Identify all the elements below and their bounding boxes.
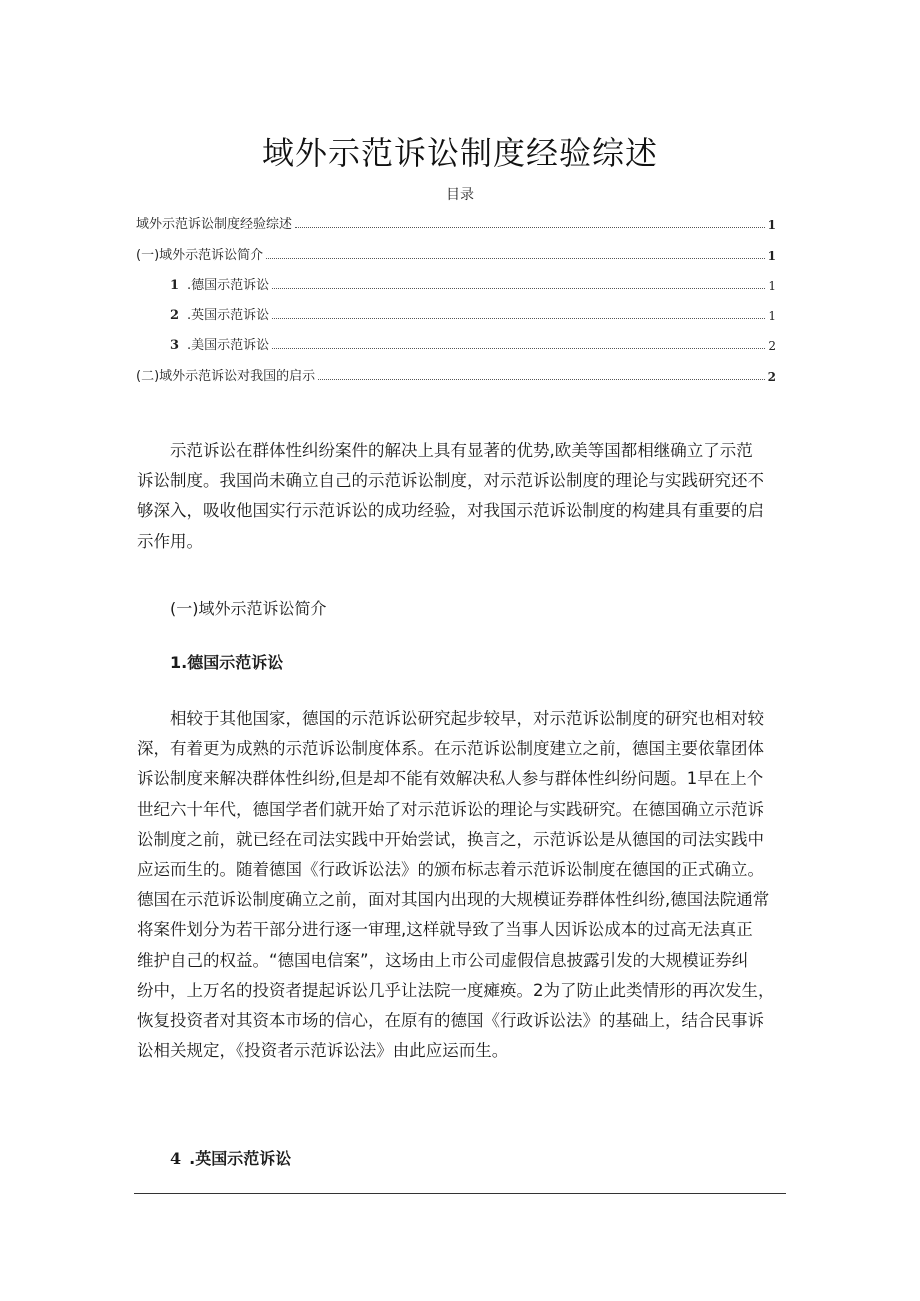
toc-leader-dots bbox=[272, 287, 765, 289]
paragraph-line: 讼制度之前，就已经在司法实践中开始尝试，换言之，示范诉讼是从德国的司法实践中 bbox=[137, 829, 764, 849]
paragraph-line: 够深入，吸收他国实行示范诉讼的成功经验，对我国示范诉讼制度的构建具有重要的启 bbox=[137, 501, 764, 521]
toc-entry-page: 1 bbox=[768, 309, 776, 323]
toc-entry[interactable] bbox=[136, 364, 776, 384]
paragraph-line: 纷中，上万名的投资者提起诉讼几乎让法院一度瘫痪。2为了防止此类情形的再次发生， bbox=[137, 980, 775, 1000]
paragraph-line: 相较于其他国家，德国的示范诉讼研究起步较早，对示范诉讼制度的研究也相对较 bbox=[170, 709, 764, 728]
toc-entry-label: (一)域外示范诉讼简介 bbox=[136, 248, 264, 263]
toc-leader-dots bbox=[266, 257, 764, 259]
toc-entry-label: .英国示范诉讼 bbox=[187, 308, 270, 323]
toc-entry[interactable] bbox=[170, 273, 776, 293]
subsection-heading bbox=[170, 1146, 291, 1169]
intro-paragraph bbox=[137, 436, 789, 557]
paragraph-line: 示作用。 bbox=[137, 531, 203, 551]
toc-leader-dots bbox=[295, 226, 765, 228]
toc-leader-dots bbox=[318, 378, 764, 380]
paragraph-line: 恢复投资者对其资本市场的信心，在原有的德国《行政诉讼法》的基础上，结合民事诉 bbox=[137, 1011, 764, 1031]
paragraph-line: 诉讼制度来解决群体性纠纷,但是却不能有效解决私人参与群体性纠纷问题。1早在上个 bbox=[137, 769, 764, 789]
toc-entry-label: 域外示范诉讼制度经验综述 bbox=[136, 217, 293, 232]
document-title: 域外示范诉讼制度经验综述 bbox=[261, 134, 658, 172]
subsection-heading: 1.德国示范诉讼 bbox=[170, 653, 284, 672]
toc-entry-page: 1 bbox=[767, 249, 776, 263]
paragraph-line: 德国在示范诉讼制度确立之前，面对其国内出现的大规模证券群体性纠纷,德国法院通常 bbox=[137, 890, 770, 910]
paragraph-line: 诉讼制度。我国尚未确立自己的示范诉讼制度，对示范诉讼制度的理论与实践研究还不 bbox=[137, 471, 764, 491]
toc-entry[interactable] bbox=[170, 333, 776, 353]
toc-heading: 目录 bbox=[446, 187, 474, 203]
toc-entry[interactable] bbox=[136, 243, 776, 263]
toc-entry-page: 1 bbox=[768, 279, 776, 293]
body-paragraph bbox=[137, 704, 789, 1066]
footer-rule bbox=[134, 1193, 786, 1194]
subsection-number: 4 bbox=[170, 1149, 182, 1168]
section-heading: (一)域外示范诉讼简介 bbox=[170, 599, 327, 618]
paragraph-line: 将案件划分为若干部分进行逐一审理,这样就导致了当事人因诉讼成本的过高无法真正 bbox=[137, 920, 753, 940]
paragraph-line: 世纪六十年代，德国学者们就开始了对示范诉讼的理论与实践研究。在德国确立示范诉 bbox=[137, 799, 764, 819]
toc-entry-label: .德国示范诉讼 bbox=[187, 278, 270, 293]
subsection-label: .英国示范诉讼 bbox=[189, 1149, 292, 1168]
toc-entry-page: 2 bbox=[767, 370, 776, 384]
paragraph-line: 维护自己的权益。“德国电信案”，这场由上市公司虚假信息披露引发的大规模证券纠 bbox=[137, 950, 749, 970]
toc-entry-label: .美国示范诉讼 bbox=[187, 338, 270, 353]
toc-entry-number: 3 bbox=[170, 338, 180, 353]
toc-leader-dots bbox=[272, 347, 765, 349]
paragraph-line: 深，有着更为成熟的示范诉讼制度体系。在示范诉讼制度建立之前，德国主要依靠团体 bbox=[137, 739, 764, 759]
paragraph-line: 应运而生的。随着德国《行政诉讼法》的颁布标志着示范诉讼制度在德国的正式确立。 bbox=[137, 860, 764, 880]
toc-entry-number: 2 bbox=[170, 308, 180, 323]
toc-entry-label: (二)域外示范诉讼对我国的启示 bbox=[136, 369, 316, 384]
paragraph-line: 讼相关规定，《投资者示范诉讼法》由此应运而生。 bbox=[137, 1041, 509, 1061]
toc-entry-number: 1 bbox=[170, 278, 180, 293]
toc-entry[interactable] bbox=[170, 303, 776, 323]
toc-entry-page: 2 bbox=[768, 339, 776, 353]
toc-entry-page: 1 bbox=[767, 218, 776, 232]
toc-leader-dots bbox=[272, 317, 765, 319]
toc-entry[interactable] bbox=[136, 212, 776, 232]
paragraph-line: 示范诉讼在群体性纠纷案件的解决上具有显著的优势,欧美等国都相继确立了示范 bbox=[170, 441, 753, 460]
